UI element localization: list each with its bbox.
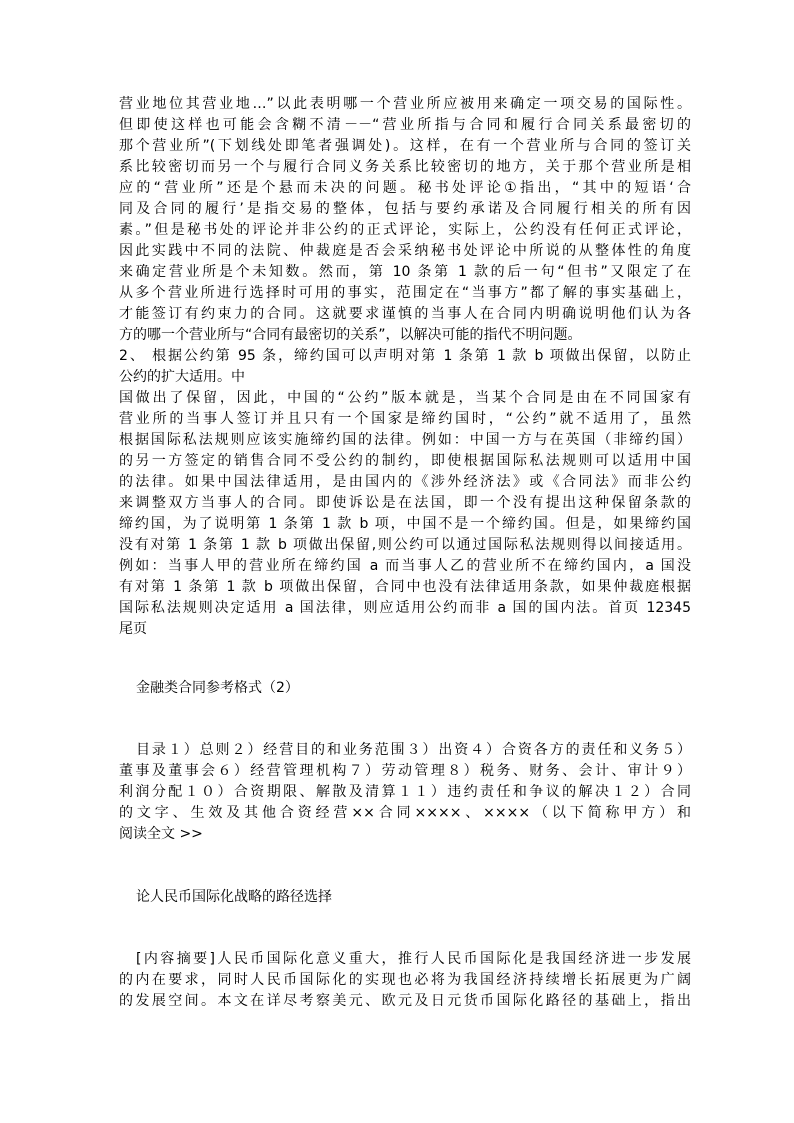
paragraph-line: 同及合同的履行’是指交易的整体，包括与要约承诺及合同履行相关的所有因	[119, 201, 691, 217]
paragraph-line: 但即使这样也可能会含糊不清－－“营业所指与合同和履行合同关系最密切的	[119, 117, 691, 133]
paragraph-line: [内容摘要]人民币国际化意义重大，推行人民币国际化是我国经济进一步发展	[136, 951, 691, 967]
section-title-financial-contract: 金融类合同参考格式（2）	[136, 680, 299, 696]
paragraph-line: 的文字、生效及其他合资经营××合同××××、××××（以下简称甲方）和	[119, 805, 691, 821]
paragraph-line: 来调整双方当事人的合同。即使诉讼是在法国，即一个没有提出这种保留条款的	[119, 495, 691, 511]
paragraph-line: 董事及董事会６）经营管理机构７）劳动管理８）税务、财务、会计、审计９）	[119, 763, 691, 779]
paragraph-line: 素。”但是秘书处的评论并非公约的正式评论，实际上，公约没有任何正式评论，	[119, 222, 691, 238]
paragraph-line: 尾页	[119, 621, 147, 637]
body-text-rmb-internationalization	[119, 949, 691, 1012]
paragraph-line: 根据国际私法规则应该实施缔约国的法律。例如：中国一方与在英国（非缔约国）	[119, 432, 691, 448]
paragraph-line: 2、 根据公约第 95 条，缔约国可以声明对第 1 条第 1 款 b 项做出保留，以防止	[119, 348, 691, 364]
paragraph-line: 利润分配１０）合资期限、解散及清算１１）违约责任和争议的解决１２）合同	[119, 784, 691, 800]
paragraph-line: 那个营业所”(下划线处即笔者强调处)。这样，在有一个营业所与合同的签订关	[119, 138, 691, 154]
paragraph-line: 营业所的当事人签订并且只有一个国家是缔约国时，“公约”就不适用了，虽然	[119, 411, 691, 427]
body-text-financial-contract	[119, 740, 691, 845]
paragraph-line: 因此实践中不同的法院、仲裁庭是否会采纳秘书处评论中所说的从整体性的角度	[119, 243, 691, 259]
paragraph-line: 国际私法规则决定适用 a 国法律，则应适用公约而非 a 国的国内法。首页 12345	[119, 600, 691, 616]
paragraph-line: 来确定营业所是个未知数。然而，第 10 条第 1 款的后一句“但书”又限定了在	[119, 264, 691, 280]
paragraph-line: 例如：当事人甲的营业所在缔约国 a 而当事人乙的营业所不在缔约国内，a 国没	[119, 558, 691, 574]
paragraph-line: 从多个营业所进行选择时可用的事实，范围定在“当事方”都了解的事实基础上，	[119, 285, 691, 301]
paragraph-line: 的发展空间。本文在详尽考察美元、欧元及日元货币国际化路径的基础上，指出	[119, 993, 691, 1009]
paragraph-line: 方的哪一个营业所与“合同有最密切的关系”，以解决可能的指代不明问题。	[119, 327, 582, 343]
paragraph-line: 没有对第 1 条第 1 款 b 项做出保留,则公约可以通过国际私法规则得以间接适用。	[119, 537, 691, 553]
paragraph-line: 国做出了保留，因此，中国的“公约”版本就是，当某个合同是由在不同国家有	[119, 390, 691, 406]
paragraph-line: 的法律。如果中国法律适用，是由国内的《涉外经济法》或《合同法》而非公约	[119, 474, 691, 490]
body-text-part1	[119, 94, 691, 640]
paragraph-line: 的内在要求，同时人民币国际化的实现也必将为我国经济持续增长拓展更为广阔	[119, 972, 691, 988]
paragraph-line: 营业地位其营业地…”以此表明哪一个营业所应被用来确定一项交易的国际性。	[119, 96, 691, 112]
read-more-link[interactable]: 阅读全文 >>	[119, 826, 203, 842]
paragraph-line: 缔约国，为了说明第 1 条第 1 款 b 项，中国不是一个缔约国。但是，如果缔约国	[119, 516, 691, 532]
paragraph-line: 有对第 1 条第 1 款 b 项做出保留，合同中也没有法律适用条款，如果仲裁庭根据	[119, 579, 691, 595]
paragraph-line: 公约的扩大适用。中	[119, 369, 245, 385]
paragraph-line: 应的“营业所”还是个悬而未决的问题。秘书处评论①指出，“其中的短语‘合	[119, 180, 691, 196]
paragraph-line: 的另一方签定的销售合同不受公约的制约，即使根据国际私法规则可以适用中国	[119, 453, 691, 469]
paragraph-line: 系比较密切而另一个与履行合同义务关系比较密切的地方，关于那个营业所是相	[119, 159, 691, 175]
paragraph-line: 才能签订有约束力的合同。这就要求谨慎的当事人在合同内明确说明他们认为各	[119, 306, 691, 322]
paragraph-line: 目录１）总则２）经营目的和业务范围３）出资４）合资各方的责任和义务５）	[136, 742, 691, 758]
section-title-rmb-internationalization: 论人民币国际化战略的路径选择	[136, 889, 332, 905]
